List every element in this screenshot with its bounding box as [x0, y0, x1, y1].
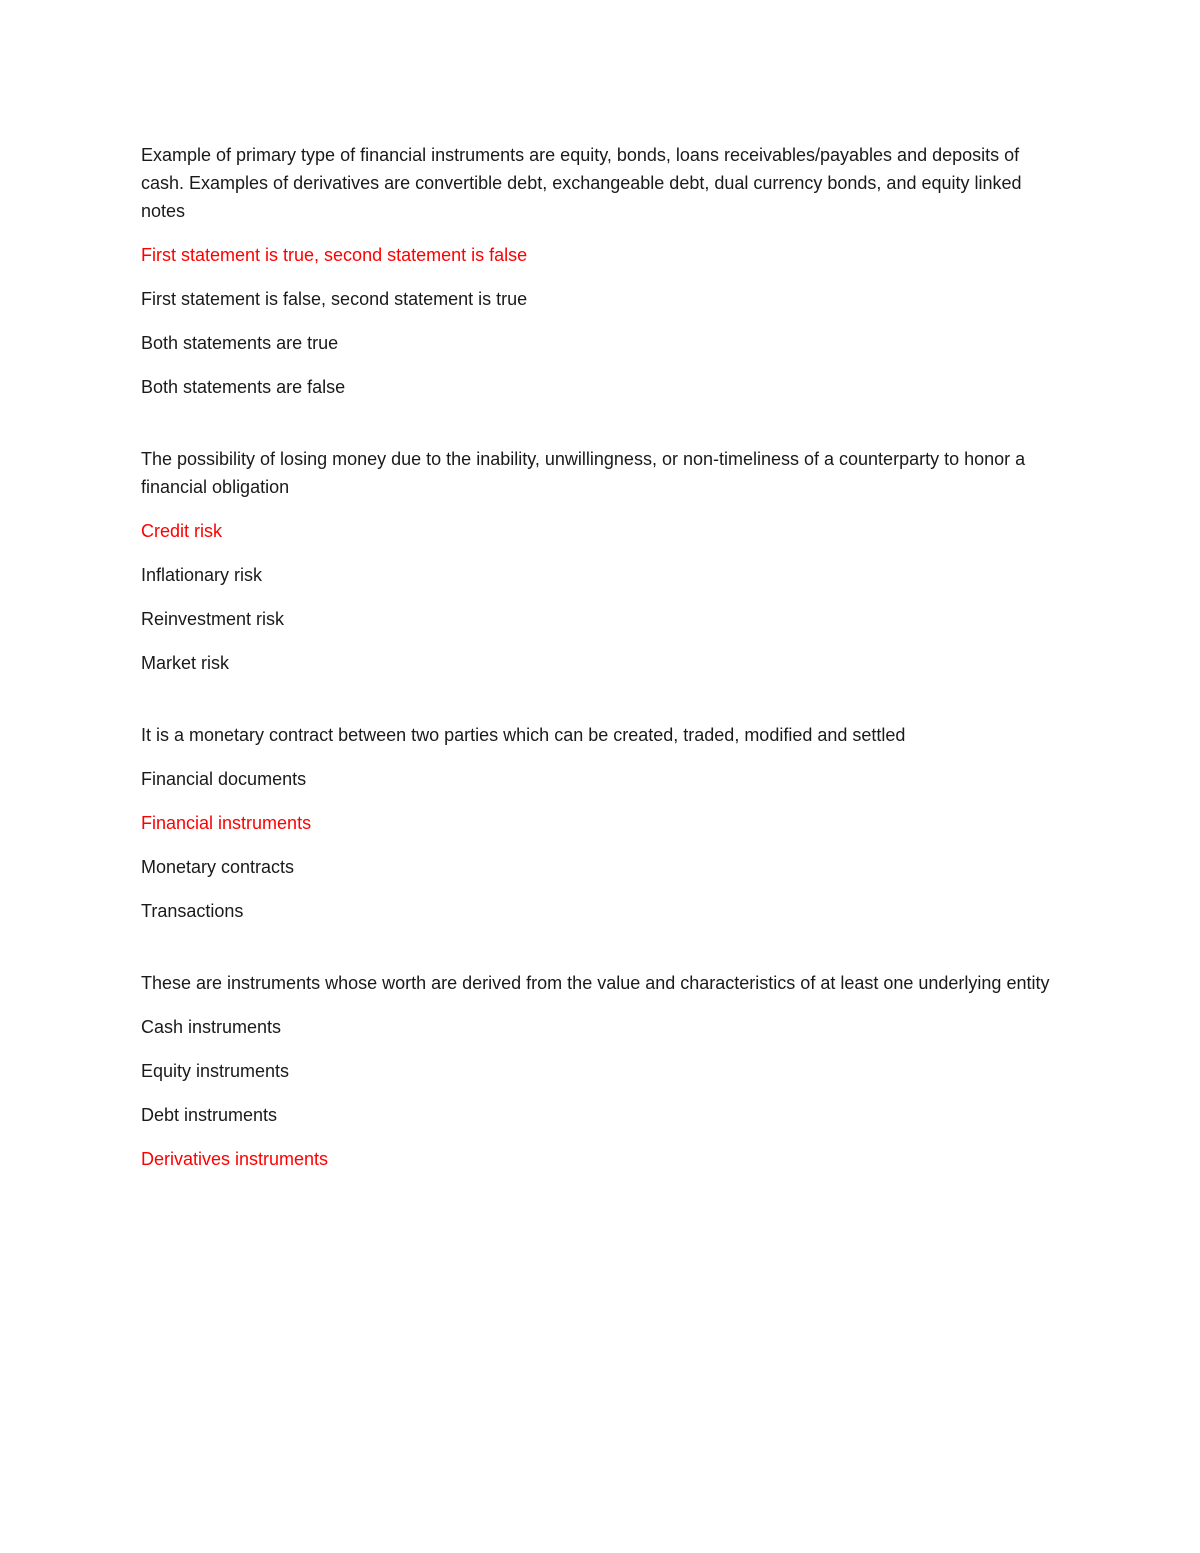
answer-option: Market risk — [141, 653, 230, 673]
document-content — [141, 141, 1061, 1173]
question-text: The possibility of losing money due to the inability, unwillingness, or non-timeliness of a counterparty to honor a financial obligation — [141, 449, 1026, 497]
question-text: These are instruments whose worth are derived from the value and characteristics of at least one underlying entity — [141, 973, 1050, 993]
question-text: Example of primary type of financial instruments are equity, bonds, loans receivables/payables and deposits of cash. Examples of derivatives are convertible debt, exchangeable debt, dual currency bonds, and equity linked notes — [141, 145, 1022, 221]
answer-option: First statement is false, second statement is true — [141, 289, 528, 309]
answer-option: Inflationary risk — [141, 565, 263, 585]
question-block-1 — [141, 141, 1061, 401]
question-block-4 — [141, 969, 1061, 1173]
question-block-3 — [141, 721, 1061, 925]
answer-options — [141, 765, 1061, 925]
question-text: It is a monetary contract between two parties which can be created, traded, modified and settled — [141, 725, 906, 745]
answer-option: Debt instruments — [141, 1105, 278, 1125]
answer-option-correct: Credit risk — [141, 521, 223, 541]
answer-options — [141, 517, 1061, 677]
answer-option-correct: Derivatives instruments — [141, 1149, 329, 1169]
answer-option-correct: First statement is true, second statement is false — [141, 245, 528, 265]
answer-option: Transactions — [141, 901, 244, 921]
answer-options — [141, 1013, 1061, 1173]
question-block-2 — [141, 445, 1061, 677]
answer-options — [141, 241, 1061, 401]
answer-option: Reinvestment risk — [141, 609, 285, 629]
answer-option: Monetary contracts — [141, 857, 295, 877]
answer-option: Equity instruments — [141, 1061, 290, 1081]
answer-option-correct: Financial instruments — [141, 813, 312, 833]
answer-option: Financial documents — [141, 769, 307, 789]
answer-option: Both statements are false — [141, 377, 346, 397]
answer-option: Cash instruments — [141, 1017, 282, 1037]
answer-option: Both statements are true — [141, 333, 339, 353]
